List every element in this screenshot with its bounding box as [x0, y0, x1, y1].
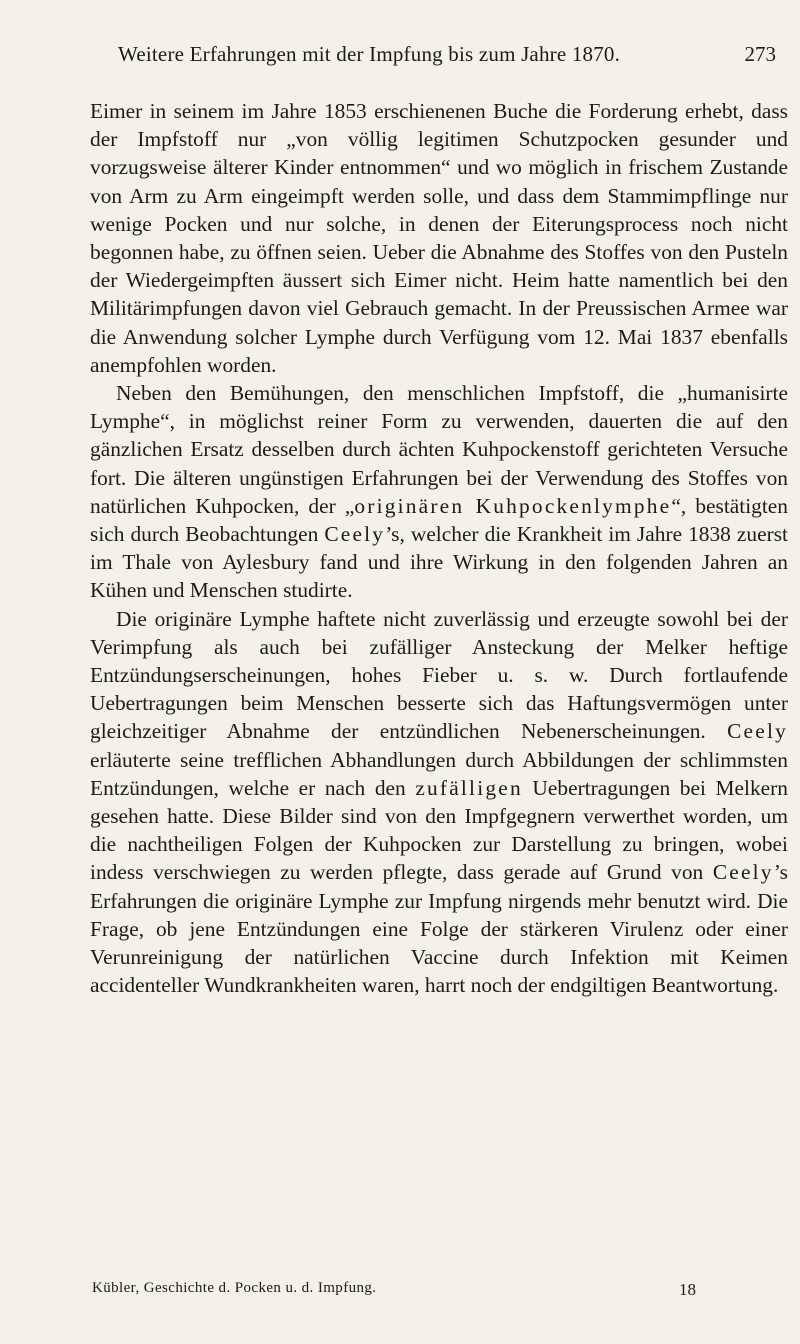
- paragraph: [90, 605, 788, 1000]
- signature-mark: 18: [679, 1280, 696, 1299]
- spaced-emphasis: originären Kuhpockenlymphe: [354, 493, 672, 518]
- page-footer: [92, 1280, 792, 1304]
- text-run: Neben den Bemühungen, den menschlichen Impfstoff, die „humanisirte Lymphe“, in möglichst reiner Form zu verwenden, dauerten die auf den gänzlichen Ersatz desselben durch ächten Kuhpockenstoff gerichteten Versuche fort. Die älteren ungünstigen Erfahrungen bei der Verwendung des Stoffes von natürlichen Kuhpocken, der „: [90, 381, 788, 518]
- spaced-emphasis: zufälligen: [415, 775, 523, 800]
- text-run: “, bestätigten sich durch Beobachtungen: [90, 493, 788, 547]
- text-run: Uebertragungen bei Melkern gesehen hatte. Diese Bilder sind von den Impfgegnern verwerthet worden, um die nachtheiligen Folgen der Kuhpocken zur Darstellung zu bringen, wobei indess verschwiegen zu werden pflegte, dass gerade auf Grund von: [90, 775, 788, 885]
- text-run: Die originäre Lymphe haftete nicht zuverlässig und erzeugte sowohl bei der Verimpfung als auch bei zufälliger Ansteckung der Melker heftige Entzündungserscheinungen, hohes Fieber u. s. w. Durch fortlaufende Uebertragungen beim Menschen besserte sich das Haftungsvermögen unter gleichzeitiger Abnahme der entzündlichen Nebenerscheinungen.: [90, 606, 788, 744]
- page-header: [0, 42, 800, 72]
- page-number: 273: [744, 42, 776, 66]
- paragraph: [90, 97, 788, 379]
- spaced-emphasis: Ceely: [727, 719, 788, 744]
- spaced-emphasis: Ceely: [712, 860, 774, 885]
- text-run: ’s Erfahrungen die originäre Lymphe zur Impfung nirgends mehr benutzt wird. Die Frage, ob jene Entzündungen eine Folge der stärkeren Virulenz oder einer Verunreinigung der natürlichen Vaccine durch Infektion mit Keimen accidenteller Wundkrankheiten waren, harrt noch der endgiltigen Beantwortung.: [90, 860, 788, 998]
- text-run: Eimer in seinem im Jahre 1853 erschienenen Buche die Forderung erhebt, dass der Impfstoff nur „von völlig legitimen Schutzpocken gesunder und vorzugsweise älterer Kinder entnommen“ und wo möglich in frischem Zustande von Arm zu Arm eingeimpft werden solle, und dass dem Stammimpflinge nur wenige Pocken und nur solche, in denen der Eiterungsprocess noch nicht begonnen habe, zu öffnen seien. Ueber die Abnahme des Stoffes von den Pusteln der Wiedergeimpften äussert sich Eimer nicht. Heim hatte namentlich bei den Militärimpfungen davon viel Gebrauch gemacht. In der Preussischen Armee war die Anwendung solcher Lymphe durch Verfügung vom 12. Mai 1837 ebenfalls anempfohlen worden.: [90, 99, 788, 377]
- spaced-emphasis: Ceely: [324, 522, 386, 547]
- text-run: erläuterte seine trefflichen Abhandlungen durch Abbildungen der schlimmsten Entzündungen, welche er nach den: [90, 747, 788, 800]
- footer-book-title: Kübler, Geschichte d. Pocken u. d. Impfung.: [92, 1280, 377, 1296]
- body-text: [90, 97, 788, 1000]
- text-run: ’s, welcher die Krankheit im Jahre 1838 zuerst im Thale von Aylesbury fand und ihre Wirkung in den folgenden Jahren an Kühen und Menschen studirte.: [90, 522, 788, 603]
- running-head: Weitere Erfahrungen mit der Impfung bis zum Jahre 1870.: [118, 42, 621, 66]
- paragraph: [90, 379, 788, 605]
